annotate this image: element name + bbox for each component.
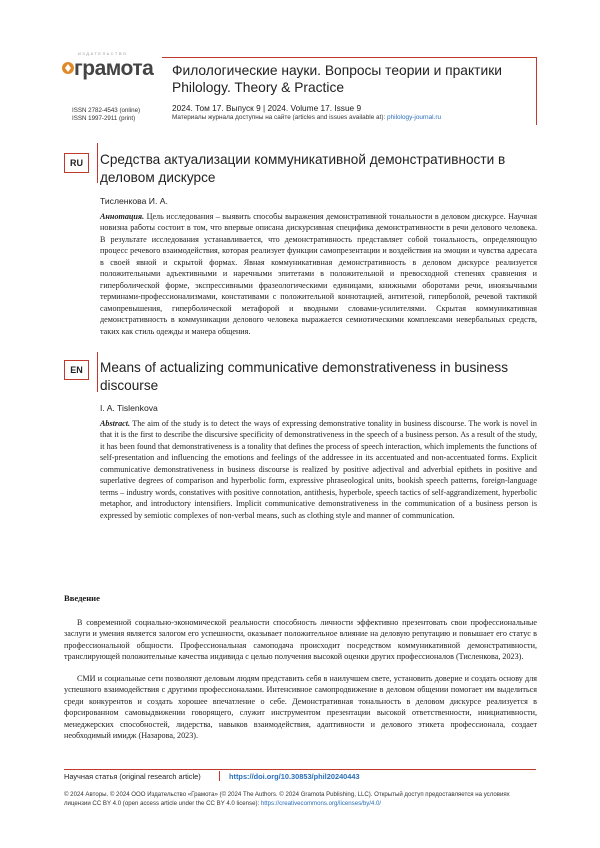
divider [97,143,98,183]
license-link[interactable]: https://creativecommons.org/licenses/by/4.0/ [260,799,382,807]
issue-line: 2024. Том 17. Выпуск 9 | 2024. Volume 17. Issue 9 [172,103,362,113]
article-title-en: Means of actualizing communicative demonstrativeness in business discourse [100,360,509,393]
abstract-label-en: Abstract. [100,419,131,428]
section-heading: Введение [64,593,100,603]
access-line [172,114,441,121]
abstract-text-ru: Цель исследования – выявить способы выражения демонстративной тональности в деловом дискурсе. Научная новизна работы состоит в том, что впервые описана дискурсивная специфика демонстративности в речи делового человека. В результате исследования устанавливается, что демонстративность представляет собой тональность, определяющую процесс речевого взаимодействия, которая реализует функции самопрезентации и воздействия на эмоции и чувства адресата в своей явной и скрытой формах. Явная коммуникативная демонстративность в деловом дискурсе реализуется положительными адъективными и наречными эпитетами в положительной и превосходной степенях сравнения и гиперболической форме, экспрессивными фразеологическими единицами, книжными оборотами речи, иноязычными терминами-профессионализмами, констативами с положительной коннотацией, антитезой, гиперболой, речевой тактикой самопревышения, гиперболической метафорой и вводными словами-усилителями. Скрытая коммуникативная демонстративность в коммуникации делового человека выражается семиотическими комплексами невербальных средств, таких как стиль одежды и манера общения. [100,212,537,336]
language-badge-en: EN [64,360,89,380]
body-paragraph: В современной социально-экономической реальности способность личности эффективно презентовать свои профессиональные заслуги и умения является залогом его успешности, оказывает положительное влияние на деловую репутацию и повышает его статус в профессиональной общности. Профессиональная самоподача происходит посредством коммуникативной демонстративности, транслирующей положительные качества индивида с целью получения высокой оценки других профессионалов (Тисленкова, 2023). [64,618,537,662]
language-badge-ru: RU [64,153,89,173]
license-note [64,791,536,808]
abstract-ru [100,211,537,337]
author-ru: Тисленкова И. А. [100,196,168,206]
abstract-text-en: The aim of the study is to detect the ways of expressing demonstrative tonality in business discourse. The work is novel in that it is the first to describe the discursive specificity of demonstrativeness in the speech of a business person. As a result of the study, it has been found that demonstrativeness is a tonality that defines the process of speech interaction, which implements the functions of self-presentation and influencing the emotions and feelings of the addressee in its accentuated and non-accentuated forms. Explicit communicative demonstrativeness in business discourse is realized by positive adjectival and adverbial epithets in positive and superlative degrees of comparison and hyperbolic form, expressive phraseological units, bookish speech patterns, foreign-language terms – industry words, constatives with positive connotation, antithesis, hyperbole, speech tactics of self-aggrandizement, hyperbolic metaphor, and introductory intensifiers. Implicit communicative demonstrativeness in the communication of a business person is expressed by semiotic complexes of non-verbal means, such as clothing style and manner of communication. [100,419,537,520]
issn-print: ISSN 1997-2911 (print) [72,115,136,122]
abstract-label-ru: Аннотация. [100,212,145,221]
issn-online: ISSN 2782-4543 (online) [72,107,141,114]
article-title-ru: Средства актуализации коммуникативной демонстративности в деловом дискурсе [100,152,506,185]
footer-rule [64,769,536,770]
author-en: I. A. Tislenkova [100,403,158,413]
access-prefix: Материалы журнала доступны на сайте (articles and issues available at): [172,114,388,121]
abstract-en [100,418,537,521]
publisher-logo-text: грамота [74,57,154,80]
body-paragraph: СМИ и социальные сети позволяют деловым людям представить себя в наилучшем свете, установить доверие и создать основу для успешного взаимодействия с другими профессионалами. Интенсивное самопродвижение в деловом общении помогает им выделиться среди конкурентов и создать хорошее впечатление о себе. Демонстративная тональность в деловом дискурсе реализуется в форсированном самовыдвижении говорящего, служит инструментом презентации высокой ответственности, инициативности, менеджерских способностей, лидерства, навыков взаимодействия, адаптивности и делового этикета профессионала, создает необходимый имидж (Назарова, 2023). [64,674,537,741]
journal-title [172,62,502,96]
journal-site-link[interactable]: philology-journal.ru [387,114,442,121]
issn-block [72,107,140,123]
logo-tagline: ИЗДАТЕЛЬСТВО [78,51,128,56]
gramota-logo-icon [61,61,75,75]
journal-title-en: Philology. Theory & Practice [172,80,345,95]
journal-title-ru: Филологические науки. Вопросы теории и практики [172,63,502,78]
article-type: Научная статья (original research article) [64,772,201,781]
divider [97,352,98,392]
footer-separator [219,771,220,781]
license-text: © 2024 Авторы. © 2024 ООО Издательство «Грамота» (© 2024 The Authors. © 2024 Gramota Publishing, LLC). Открытый доступ предоставляется на условиях лицензии CC BY 4.0 (open access article under the CC BY 4.0 license): [64,791,510,807]
doi-link[interactable]: https://doi.org/10.30853/phil20240443 [229,772,360,781]
